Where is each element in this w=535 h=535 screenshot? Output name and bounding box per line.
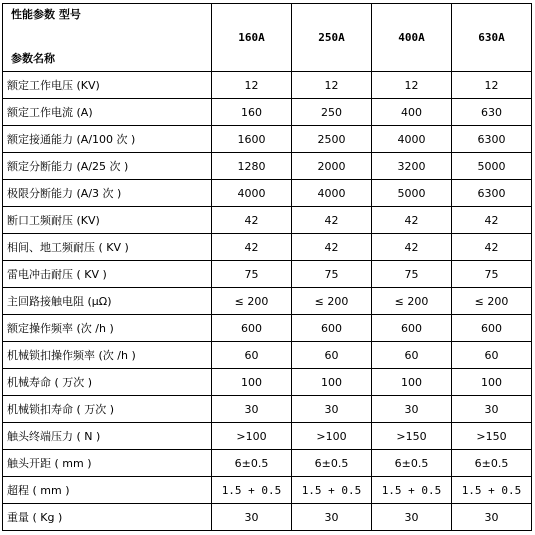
value-cell: 42 bbox=[212, 207, 292, 234]
spec-table bbox=[2, 3, 532, 531]
table-row bbox=[3, 450, 532, 477]
value-cell: 600 bbox=[292, 315, 372, 342]
table-row bbox=[3, 261, 532, 288]
value-cell: 12 bbox=[452, 72, 532, 99]
value-cell: 42 bbox=[372, 234, 452, 261]
value-cell: 100 bbox=[212, 369, 292, 396]
value-cell: 75 bbox=[372, 261, 452, 288]
table-row bbox=[3, 369, 532, 396]
value-cell: >150 bbox=[372, 423, 452, 450]
value-cell: 1.5 + 0.5 bbox=[292, 477, 372, 504]
header-row bbox=[3, 4, 532, 72]
value-cell: 30 bbox=[292, 504, 372, 531]
table-row bbox=[3, 396, 532, 423]
value-cell: 30 bbox=[452, 504, 532, 531]
param-name-cell: 机械锁扣操作频率 (次 /h ) bbox=[3, 342, 212, 369]
value-cell: 60 bbox=[452, 342, 532, 369]
value-cell: 75 bbox=[212, 261, 292, 288]
table-row bbox=[3, 180, 532, 207]
value-cell: 6±0.5 bbox=[372, 450, 452, 477]
value-cell: >150 bbox=[452, 423, 532, 450]
value-cell: 1.5 + 0.5 bbox=[372, 477, 452, 504]
value-cell: 5000 bbox=[372, 180, 452, 207]
param-name-cell: 额定工作电压 (KV) bbox=[3, 72, 212, 99]
corner-bottom-label: 参数名称 bbox=[11, 52, 55, 65]
table-row bbox=[3, 288, 532, 315]
value-cell: 60 bbox=[212, 342, 292, 369]
value-cell: 75 bbox=[292, 261, 372, 288]
value-cell: 4000 bbox=[292, 180, 372, 207]
value-cell: >100 bbox=[212, 423, 292, 450]
param-name-cell: 断口工频耐压 (KV) bbox=[3, 207, 212, 234]
value-cell: ≤ 200 bbox=[292, 288, 372, 315]
value-cell: 1280 bbox=[212, 153, 292, 180]
param-name-cell: 机械寿命 ( 万次 ) bbox=[3, 369, 212, 396]
value-cell: >100 bbox=[292, 423, 372, 450]
table-row bbox=[3, 504, 532, 531]
param-name-cell: 雷电冲击耐压 ( KV ) bbox=[3, 261, 212, 288]
value-cell: 4000 bbox=[372, 126, 452, 153]
param-name-cell: 极限分断能力 (A/3 次 ) bbox=[3, 180, 212, 207]
table-row bbox=[3, 99, 532, 126]
value-cell: 42 bbox=[212, 234, 292, 261]
model-header-160a: 160A bbox=[212, 4, 292, 72]
value-cell: 42 bbox=[292, 207, 372, 234]
spec-table-body bbox=[3, 4, 532, 531]
param-name-cell: 超程 ( mm ) bbox=[3, 477, 212, 504]
value-cell: 12 bbox=[292, 72, 372, 99]
param-name-cell: 主回路接触电阻 (μΩ) bbox=[3, 288, 212, 315]
param-name-cell: 额定工作电流 (A) bbox=[3, 99, 212, 126]
value-cell: 42 bbox=[292, 234, 372, 261]
table-row bbox=[3, 423, 532, 450]
value-cell: 12 bbox=[372, 72, 452, 99]
param-name-cell: 机械锁扣寿命 ( 万次 ) bbox=[3, 396, 212, 423]
value-cell: ≤ 200 bbox=[452, 288, 532, 315]
param-name-cell: 额定接通能力 (A/100 次 ) bbox=[3, 126, 212, 153]
param-name-cell: 额定操作频率 (次 /h ) bbox=[3, 315, 212, 342]
value-cell: ≤ 200 bbox=[212, 288, 292, 315]
table-row bbox=[3, 234, 532, 261]
table-row bbox=[3, 342, 532, 369]
table-row bbox=[3, 315, 532, 342]
value-cell: 30 bbox=[212, 396, 292, 423]
value-cell: 2000 bbox=[292, 153, 372, 180]
value-cell: 100 bbox=[292, 369, 372, 396]
table-row bbox=[3, 207, 532, 234]
value-cell: 1600 bbox=[212, 126, 292, 153]
value-cell: 600 bbox=[212, 315, 292, 342]
value-cell: 100 bbox=[372, 369, 452, 396]
value-cell: 250 bbox=[292, 99, 372, 126]
model-header-250a: 250A bbox=[292, 4, 372, 72]
value-cell: 2500 bbox=[292, 126, 372, 153]
value-cell: 600 bbox=[372, 315, 452, 342]
value-cell: 6±0.5 bbox=[292, 450, 372, 477]
table-row bbox=[3, 126, 532, 153]
value-cell: 12 bbox=[212, 72, 292, 99]
value-cell: 30 bbox=[292, 396, 372, 423]
header-corner-cell bbox=[3, 4, 212, 72]
value-cell: 630 bbox=[452, 99, 532, 126]
value-cell: 100 bbox=[452, 369, 532, 396]
value-cell: 3200 bbox=[372, 153, 452, 180]
corner-top-label: 性能参数 型号 bbox=[11, 8, 81, 21]
value-cell: 75 bbox=[452, 261, 532, 288]
param-name-cell: 触头开距 ( mm ) bbox=[3, 450, 212, 477]
value-cell: 4000 bbox=[212, 180, 292, 207]
value-cell: 400 bbox=[372, 99, 452, 126]
value-cell: 60 bbox=[372, 342, 452, 369]
value-cell: 30 bbox=[452, 396, 532, 423]
value-cell: 1.5 + 0.5 bbox=[212, 477, 292, 504]
value-cell: 5000 bbox=[452, 153, 532, 180]
value-cell: 42 bbox=[372, 207, 452, 234]
value-cell: 160 bbox=[212, 99, 292, 126]
param-name-cell: 触头终端压力 ( N ) bbox=[3, 423, 212, 450]
value-cell: 60 bbox=[292, 342, 372, 369]
model-header-630a: 630A bbox=[452, 4, 532, 72]
model-header-400a: 400A bbox=[372, 4, 452, 72]
table-row bbox=[3, 72, 532, 99]
value-cell: ≤ 200 bbox=[372, 288, 452, 315]
value-cell: 6±0.5 bbox=[452, 450, 532, 477]
value-cell: 30 bbox=[212, 504, 292, 531]
value-cell: 6±0.5 bbox=[212, 450, 292, 477]
value-cell: 30 bbox=[372, 396, 452, 423]
value-cell: 42 bbox=[452, 207, 532, 234]
value-cell: 42 bbox=[452, 234, 532, 261]
table-row bbox=[3, 153, 532, 180]
value-cell: 6300 bbox=[452, 180, 532, 207]
param-name-cell: 相间、地工频耐压 ( KV ) bbox=[3, 234, 212, 261]
value-cell: 30 bbox=[372, 504, 452, 531]
value-cell: 1.5 + 0.5 bbox=[452, 477, 532, 504]
param-name-cell: 重量 ( Kg ) bbox=[3, 504, 212, 531]
value-cell: 6300 bbox=[452, 126, 532, 153]
value-cell: 600 bbox=[452, 315, 532, 342]
table-row bbox=[3, 477, 532, 504]
param-name-cell: 额定分断能力 (A/25 次 ) bbox=[3, 153, 212, 180]
